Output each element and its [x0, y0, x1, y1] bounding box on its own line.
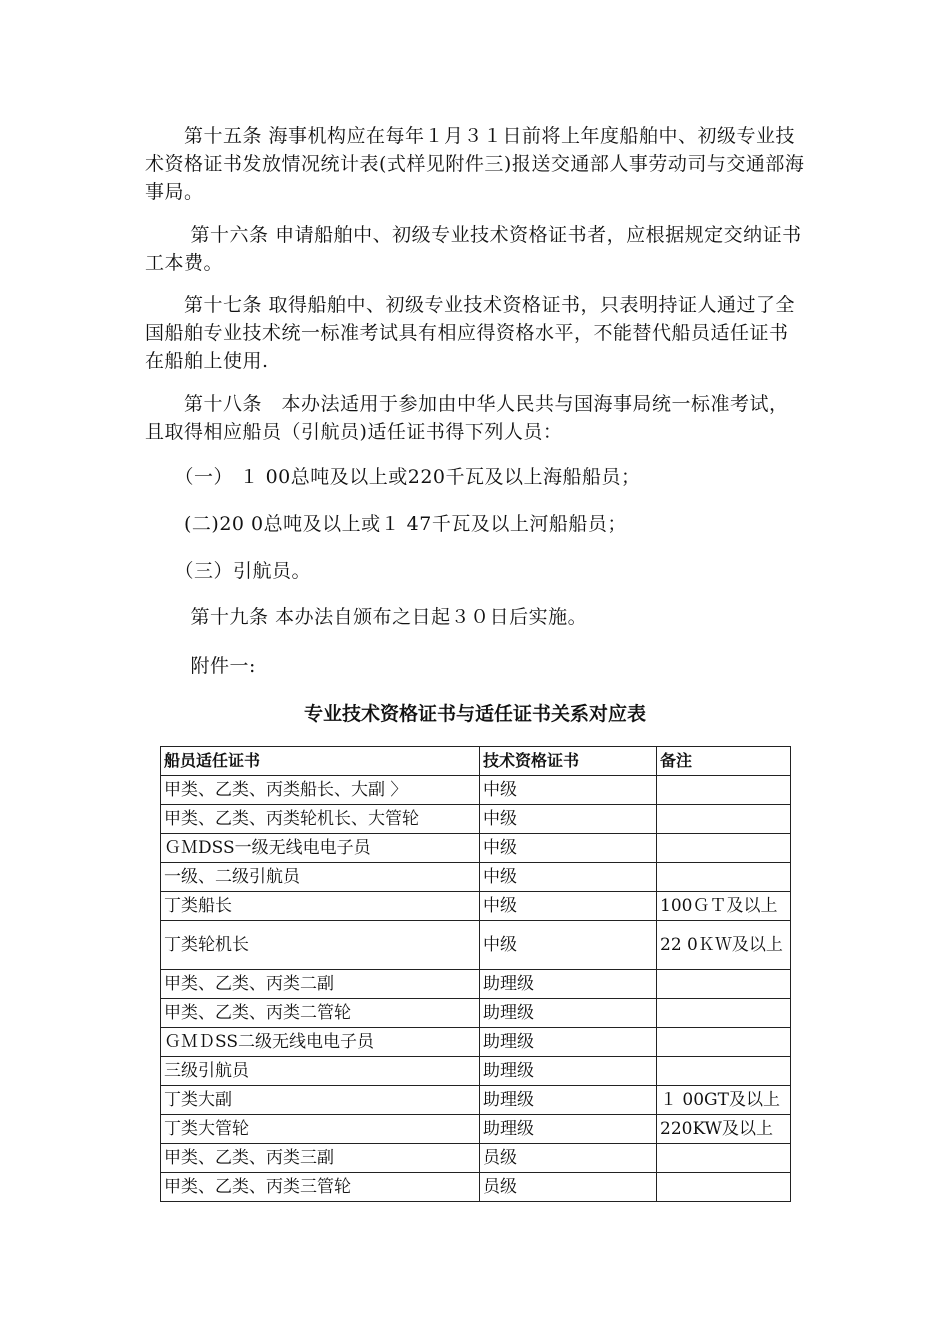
cell-remarks [657, 1028, 791, 1057]
cell-crew-certificate: ＧＭＤSS二级无线电电子员 [161, 1028, 480, 1057]
table-row [161, 921, 791, 970]
cell-crew-certificate: 一级、二级引航员 [161, 863, 480, 892]
cell-crew-certificate: 丁类大副 [161, 1086, 480, 1115]
table-row [161, 1057, 791, 1086]
article-15-paragraph: 第十五条 海事机构应在每年１月３１日前将上年度船舶中、初级专业技术资格证书发放情况统计表(式样见附件三)报送交通部人事劳动司与交通部海事局。 [145, 125, 805, 203]
table-row [161, 776, 791, 805]
cell-remarks: 220KW及以上 [657, 1115, 791, 1144]
cell-qualification: 中级 [480, 863, 657, 892]
table-row [161, 1028, 791, 1057]
table-row [161, 834, 791, 863]
cell-qualification: 助理级 [480, 1028, 657, 1057]
table-row [161, 863, 791, 892]
article-16-paragraph: 第十六条 申请船舶中、初级专业技术资格证书者，应根据规定交纳证书工本费。 [145, 224, 802, 274]
cell-crew-certificate: 丁类大管轮 [161, 1115, 480, 1144]
table-row [161, 970, 791, 999]
appendix-label: 附件一: [145, 655, 256, 677]
cell-qualification: 助理级 [480, 1057, 657, 1086]
cell-crew-certificate: 丁类船长 [161, 892, 480, 921]
certificate-relation-table [160, 746, 791, 1202]
cell-crew-certificate: 甲类、乙类、丙类三管轮 [161, 1173, 480, 1202]
cell-remarks: 100ＧＴ及以上 [657, 892, 791, 921]
cell-qualification: 助理级 [480, 999, 657, 1028]
cell-remarks [657, 863, 791, 892]
cell-qualification: 中级 [480, 921, 657, 970]
cell-qualification: 员级 [480, 1173, 657, 1202]
cell-qualification: 助理级 [480, 1115, 657, 1144]
header-crew-certificate: 船员适任证书 [161, 747, 480, 776]
cell-crew-certificate: 三级引航员 [161, 1057, 480, 1086]
list-item-1: （一） １ 00总吨及以上或220千瓦及以上海船船员； [145, 466, 641, 488]
cell-qualification: 中级 [480, 776, 657, 805]
cell-crew-certificate: 甲类、乙类、丙类轮机长、大管轮 [161, 805, 480, 834]
table-row [161, 1086, 791, 1115]
cell-remarks [657, 1057, 791, 1086]
cell-remarks [657, 999, 791, 1028]
list-item-3: （三）引航员。 [145, 560, 312, 582]
table-row [161, 892, 791, 921]
cell-qualification: 中级 [480, 892, 657, 921]
header-remarks: 备注 [657, 747, 791, 776]
cell-remarks [657, 1144, 791, 1173]
cell-qualification: 助理级 [480, 970, 657, 999]
table-title: 专业技术资格证书与适任证书关系对应表 [303, 703, 646, 725]
cell-crew-certificate: 甲类、乙类、丙类三副 [161, 1144, 480, 1173]
cell-remarks [657, 805, 791, 834]
cell-remarks [657, 834, 791, 863]
cell-remarks: 22 0ＫＷ及以上 [657, 921, 791, 970]
table-row [161, 1115, 791, 1144]
table-row [161, 1144, 791, 1173]
cell-crew-certificate: 丁类轮机长 [161, 921, 480, 970]
table-row [161, 805, 791, 834]
cell-qualification: 员级 [480, 1144, 657, 1173]
cell-remarks: １ 00GT及以上 [657, 1086, 791, 1115]
article-19-paragraph: 第十九条 本办法自颁布之日起３０日后实施。 [145, 606, 588, 628]
cell-remarks [657, 776, 791, 805]
cell-remarks [657, 1173, 791, 1202]
cell-crew-certificate: 甲类、乙类、丙类二副 [161, 970, 480, 999]
header-qualification-certificate: 技术资格证书 [480, 747, 657, 776]
list-item-2: (二)20 0总吨及以上或１ 47千瓦及以上河船船员； [145, 513, 627, 535]
cell-remarks [657, 970, 791, 999]
table-header-row [161, 747, 791, 776]
cell-crew-certificate: ＧＭDSS一级无线电电子员 [161, 834, 480, 863]
cell-qualification: 助理级 [480, 1086, 657, 1115]
article-18-paragraph: 第十八条 本办法适用于参加由中华人民共与国海事局统一标准考试，且取得相应船员（引航员)适任证书得下列人员： [145, 393, 789, 443]
table-row [161, 999, 791, 1028]
cell-qualification: 中级 [480, 834, 657, 863]
table-row [161, 1173, 791, 1202]
article-17-paragraph: 第十七条 取得船舶中、初级专业技术资格证书，只表明持证人通过了全国船舶专业技术统一标准考试具有相应得资格水平，不能替代船员适任证书在船舶上使用. [145, 294, 796, 372]
cell-qualification: 中级 [480, 805, 657, 834]
cell-crew-certificate: 甲类、乙类、丙类船长、大副 〉 [161, 776, 480, 805]
cell-crew-certificate: 甲类、乙类、丙类二管轮 [161, 999, 480, 1028]
